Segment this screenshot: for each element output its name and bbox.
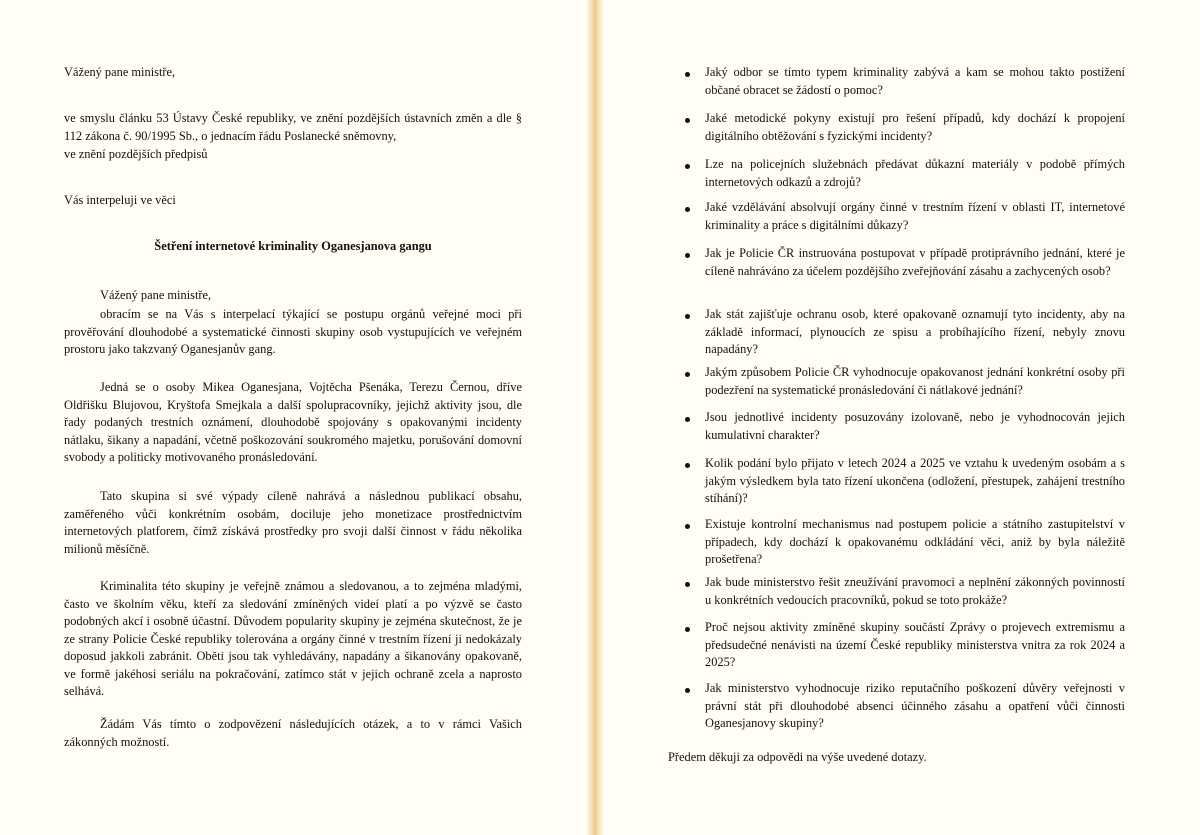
- paragraph-3: Tato skupina si své výpady cíleně nahrává a následnou publikací obsahu, zaměřeného vůči konkrétním osobám, dociluje jeho monetizace prostřednictvím internetových platforem, čímž získává prostředky pro svoji další činnost v řádu několika milionů měsíčně.: [64, 489, 522, 556]
- paragraph-4: Kriminalita této skupiny je veřejně známou a sledovanou, a to zejména mladými, často ve školním věku, kteří za sledování zmíněných videí platí a po výzvě se často podobných akcí i osobně účastní. Důvodem popularity skupiny je zejména skutečnost, že je ze strany Policie České republiky tolerována a orgány činné v trestním řízení ji nedokázaly doposud jakkoli zabránit. Oběti jsou tak vyhledávány, napadány a šikanovány opakovaně, ve formě jakéhosi seriálu na pokračování, zatímco stát v jejich ochraně zcela a naprosto selhává.: [64, 579, 522, 698]
- bullet-icon: [685, 688, 690, 693]
- question-item: Lze na policejních služebnách předávat důkazní materiály v podobě přímých internetových odkazů a zdrojů?: [705, 157, 1125, 189]
- bullet-icon: [685, 72, 690, 77]
- bullet-icon: [685, 164, 690, 169]
- question-item: Jak ministerstvo vyhodnocuje riziko reputačního poškození důvěry veřejnosti v právní stát při dlouhodobé absenci účinného zásahu a opatření vůči činnosti Oganesjanovy skupiny?: [705, 681, 1125, 730]
- paragraph-5: Žádám Vás tímto o zodpovězení následujících otázek, a to v rámci Vašich zákonných možností.: [64, 717, 522, 749]
- closing-sentence: Předem děkuji za odpovědi na výše uvedené dotazy.: [668, 750, 927, 764]
- bullet-icon: [685, 314, 690, 319]
- question-item: Existuje kontrolní mechanismus nad postupem policie a státního zastupitelství v případech, kdy dochází k opakovanému odkládání věci, aniž by byla náležitě prošetřena?: [705, 517, 1125, 566]
- bullet-icon: [685, 253, 690, 258]
- question-item: Jak bude ministerstvo řešit zneužívání pravomoci a neplnění zákonných povinností u konkrétních vedoucích pracovníků, pokud se toto prokáže?: [705, 575, 1125, 607]
- question-item: Jakým způsobem Policie ČR vyhodnocuje opakovanost jednání konkrétní osoby při podezření na systematické pronásledování či nátlakové jednání?: [705, 365, 1125, 397]
- legal-basis-continued: ve znění pozdějších předpisů: [64, 147, 208, 161]
- paragraph-2: Jedná se o osoby Mikea Oganesjana, Vojtěcha Pšenáka, Terezu Černou, dříve Oldřišku Blujovou, Kryštofa Smejkala a další spolupracovníky, jejichž aktivity jsou, dle řady podaných trestních oznámení, dlouhodobě spojovány s opakovanými incidenty nátlaku, šikany a napadání, včetně poškozování soukromého majetku, porušování domovní svobody a politicky motivovaného pronásledování.: [64, 380, 522, 464]
- paragraph-1: obracím se na Vás s interpelací týkající se postupu orgánů veřejné moci při prověřování dlouhodobé a systematické činnosti skupiny osob vystupujících ve veřejném prostoru jako takzvaný Oganesjanův gang.: [64, 307, 522, 356]
- question-item: Jak je Policie ČR instruována postupovat v případě protiprávního jednání, které je cíleně nahráváno za účelem pozdějšího zveřejňování zásahu a zachycených osob?: [705, 246, 1125, 278]
- bullet-icon: [685, 207, 690, 212]
- question-item: Jsou jednotlivé incidenty posuzovány izolovaně, nebo je vyhodnocován jejich kumulativní charakter?: [705, 410, 1125, 442]
- question-item: Kolik podání bylo přijato v letech 2024 a 2025 ve vztahu k uvedeným osobám a s jakým výsledkem byla tato řízení ukončena (odložení, přestupek, zahájení trestního stíhání)?: [705, 456, 1125, 505]
- question-item: Proč nejsou aktivity zmíněné skupiny součástí Zprávy o projevech extremismu a předsudečné nenávisti na území České republiky ministerstva vnitra za rok 2024 a 2025?: [705, 620, 1125, 669]
- bullet-icon: [685, 372, 690, 377]
- bullet-icon: [685, 417, 690, 422]
- bullet-icon: [685, 627, 690, 632]
- legal-basis: ve smyslu článku 53 Ústavy České republiky, ve znění pozdějších ústavních změn a dle § 112 zákona č. 90/1995 Sb., o jednacím řádu Poslanecké sněmovny,: [64, 111, 522, 143]
- question-item: Jaký odbor se tímto typem kriminality zabývá a kam se mohou takto postižení občané obracet se žádostí o pomoc?: [705, 65, 1125, 97]
- salutation-top: Vážený pane ministře,: [64, 65, 176, 79]
- interpellation-intro: Vás interpeluji ve věci: [64, 193, 176, 207]
- salutation-body: Vážený pane ministře,: [100, 288, 212, 302]
- question-item: Jaké vzdělávání absolvují orgány činné v trestním řízení v oblasti IT, internetové kriminality a práce s digitálními důkazy?: [705, 200, 1125, 232]
- question-item: Jak stát zajišťuje ochranu osob, které opakovaně oznamují tyto incidenty, aby na základě informací, plynoucích ze spisu a probíhajícího řízení, nebyly znovu napadány?: [705, 307, 1125, 356]
- question-item: Jaké metodické pokyny existují pro řešení případů, kdy dochází k propojení digitálního obtěžování s fyzickými incidenty?: [705, 111, 1125, 143]
- bullet-icon: [685, 463, 690, 468]
- bullet-icon: [685, 524, 690, 529]
- page-gutter: [586, 0, 604, 835]
- bullet-icon: [685, 118, 690, 123]
- document-title: Šetření internetové kriminality Oganesjanova gangu: [154, 239, 432, 253]
- bullet-icon: [685, 582, 690, 587]
